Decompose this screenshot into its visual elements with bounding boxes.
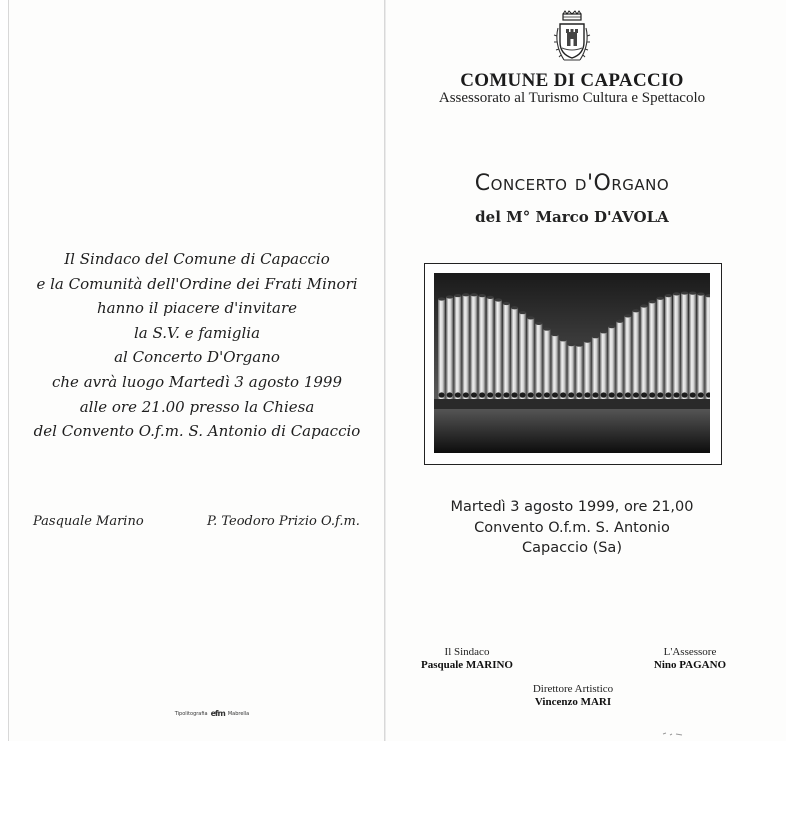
- organ-pipe-top: [487, 296, 494, 299]
- organ-pipe-top: [576, 343, 583, 346]
- organ-pipe: [503, 303, 510, 399]
- organ-pipe-top: [689, 292, 696, 295]
- organ-pipe-mouth: [560, 392, 566, 397]
- organ-pipe: [657, 298, 664, 399]
- invitation-line: del Convento O.f.m. S. Antonio di Capaccio: [33, 422, 361, 441]
- organ-pipe-top: [479, 294, 486, 297]
- organ-pipe-top: [503, 302, 510, 305]
- organ-pipe-top: [438, 297, 445, 300]
- invitation-line: Il Sindaco del Comune di Capaccio: [64, 250, 330, 268]
- organ-pipe: [446, 297, 453, 399]
- organ-pipe: [705, 296, 710, 399]
- organ-pipe-top: [649, 300, 656, 303]
- organ-pipe-mouth: [455, 392, 461, 397]
- print-smudge: [662, 731, 684, 737]
- municipality-name: COMUNE DI CAPACCIO: [460, 70, 684, 91]
- municipal-crest-icon: [552, 10, 592, 72]
- performer-name: del M° Marco D'AVOLA: [475, 208, 669, 226]
- organ-pipe-top: [470, 293, 477, 296]
- organ-pipe-top: [673, 292, 680, 295]
- organ-pipe: [462, 295, 469, 399]
- organ-pipe: [560, 340, 567, 399]
- organ-pipe: [600, 332, 607, 399]
- organ-pipe-mouth: [568, 392, 574, 397]
- organ-pipe-top: [454, 294, 461, 297]
- credit-director: [518, 683, 628, 709]
- organ-pipe-top: [527, 316, 534, 319]
- credit-name: Pasquale MARINO: [421, 659, 513, 671]
- organ-pipe-mouth: [609, 392, 615, 397]
- organ-pipe: [454, 296, 461, 399]
- organ-pipe-top: [519, 311, 526, 314]
- organ-pipe: [576, 345, 583, 399]
- organ-pipe-top: [697, 292, 704, 295]
- organ-pipe: [624, 316, 631, 399]
- credit-name: Nino PAGANO: [653, 659, 727, 671]
- organ-pipe-mouth: [584, 392, 590, 397]
- organ-pipe: [673, 294, 680, 399]
- organ-pipe-mouth: [520, 392, 526, 397]
- printer-logo: efm: [210, 709, 225, 718]
- organ-pipe: [608, 327, 615, 399]
- organ-pipe-top: [462, 293, 469, 296]
- department-name: Assessorato al Turismo Cultura e Spettacolo: [438, 90, 706, 106]
- organ-pipe-mouth: [649, 392, 655, 397]
- organ-pipe: [697, 294, 704, 399]
- organ-pipe-mouth: [552, 392, 558, 397]
- credit-role: Direttore Artistico: [532, 683, 614, 695]
- credit-councillor: [648, 646, 732, 672]
- organ-pipe-mouth: [544, 392, 550, 397]
- organ-pipe: [681, 293, 688, 399]
- organ-pipe-mouth: [633, 392, 639, 397]
- invitation-line: che avrà luogo Martedì 3 agosto 1999: [51, 372, 343, 391]
- organ-pipe-top: [665, 294, 672, 297]
- organ-pipe: [689, 293, 696, 399]
- event-date: Martedì 3 agosto 1999, ore 21,00: [450, 499, 694, 515]
- organ-pipe-mouth: [487, 392, 493, 397]
- organ-pipe-top: [632, 309, 639, 312]
- photo-frame: [424, 263, 722, 465]
- credit-role: Il Sindaco: [444, 646, 490, 658]
- invitation-line: e la Comunità dell'Ordine dei Frati Minori: [36, 274, 358, 293]
- organ-pipe-mouth: [657, 392, 663, 397]
- invitation-line: al Concerto D'Organo: [114, 348, 280, 367]
- organ-pipe-mouth: [682, 392, 688, 397]
- organ-pipe: [511, 308, 518, 399]
- organ-pipe-mouth: [593, 392, 599, 397]
- organ-pipe: [495, 300, 502, 399]
- invitation-line: la S.V. e famiglia: [133, 323, 261, 342]
- printer-mark: [157, 709, 267, 718]
- organ-pipe-mouth: [447, 392, 453, 397]
- organ-pipe: [649, 302, 656, 399]
- organ-pipe-top: [608, 325, 615, 328]
- organ-pipe: [568, 345, 575, 399]
- organ-pipe: [543, 329, 550, 399]
- organ-pipe-mouth: [674, 392, 680, 397]
- organ-pipe: [632, 311, 639, 399]
- event-city: Capaccio (Sa): [522, 540, 622, 556]
- organ-pipe: [665, 296, 672, 399]
- organ-pipe: [487, 297, 494, 399]
- organ-pipe-mouth: [503, 392, 509, 397]
- organ-pipe-mouth: [479, 392, 485, 397]
- organ-pipes-photo: [434, 273, 710, 453]
- organ-pipe-top: [616, 320, 623, 323]
- organ-pipe: [551, 335, 558, 399]
- invitation-line: hanno il piacere d'invitare: [97, 299, 297, 318]
- signature-mayor: Pasquale Marino: [33, 514, 144, 529]
- invitation-text: [9, 247, 385, 444]
- organ-pipe-top: [584, 340, 591, 343]
- organ-pipe-mouth: [690, 392, 696, 397]
- organ-pipe-top: [568, 343, 575, 346]
- organ-pipe-top: [681, 291, 688, 294]
- printer-label-right: Mabrella: [227, 710, 250, 717]
- organ-pipe-top: [495, 298, 502, 301]
- organ-pipe-mouth: [617, 392, 623, 397]
- organ-pipe: [527, 318, 534, 399]
- organ-pipe-mouth: [439, 392, 445, 397]
- organ-pipe: [535, 323, 542, 399]
- organ-pipe-mouth: [641, 392, 647, 397]
- organ-pipe-top: [543, 327, 550, 330]
- organ-pipe: [641, 306, 648, 399]
- organ-pipe: [470, 295, 477, 399]
- credit-name: Vincenzo MARI: [534, 696, 612, 708]
- credit-role: L'Assessore: [663, 646, 717, 658]
- organ-pipe-mouth: [528, 392, 534, 397]
- organ-pipe-mouth: [625, 392, 631, 397]
- credit-mayor: [412, 646, 522, 672]
- organ-pipe-top: [592, 335, 599, 338]
- organ-pipe: [479, 296, 486, 399]
- invitation-line: alle ore 21.00 presso la Chiesa: [79, 397, 315, 416]
- organ-pipe-top: [511, 306, 518, 309]
- organ-pipe-mouth: [576, 392, 582, 397]
- right-page: [386, 0, 786, 741]
- organ-pipe-top: [535, 322, 542, 325]
- organ-pipe: [592, 337, 599, 399]
- organ-pipe-mouth: [512, 392, 518, 397]
- organ-pipe-top: [560, 338, 567, 341]
- organ-pipe: [519, 313, 526, 399]
- organ-pipe-top: [446, 295, 453, 298]
- organ-pipe: [584, 341, 591, 399]
- organ-pipe-mouth: [698, 392, 704, 397]
- concert-title: Concerto d'Organo: [474, 171, 670, 196]
- organ-pipe-mouth: [495, 392, 501, 397]
- left-page: [8, 0, 385, 741]
- signature-friar: P. Teodoro Prizio O.f.m.: [207, 514, 360, 529]
- organ-pipe-mouth: [471, 392, 477, 397]
- printer-label-left: Tipolitografia: [174, 710, 208, 717]
- organ-pipe-top: [600, 330, 607, 333]
- organ-pipe: [438, 299, 445, 399]
- organ-pipe-mouth: [601, 392, 607, 397]
- organ-pipe-top: [641, 304, 648, 307]
- organ-pipe-mouth: [665, 392, 671, 397]
- organ-pipe-top: [657, 297, 664, 300]
- organ-pipe: [616, 321, 623, 399]
- organ-pipe-top: [551, 333, 558, 336]
- event-venue: Convento O.f.m. S. Antonio: [474, 520, 670, 536]
- organ-pipe-mouth: [463, 392, 469, 397]
- organ-pipe-top: [624, 314, 631, 317]
- organ-pipe-mouth: [536, 392, 542, 397]
